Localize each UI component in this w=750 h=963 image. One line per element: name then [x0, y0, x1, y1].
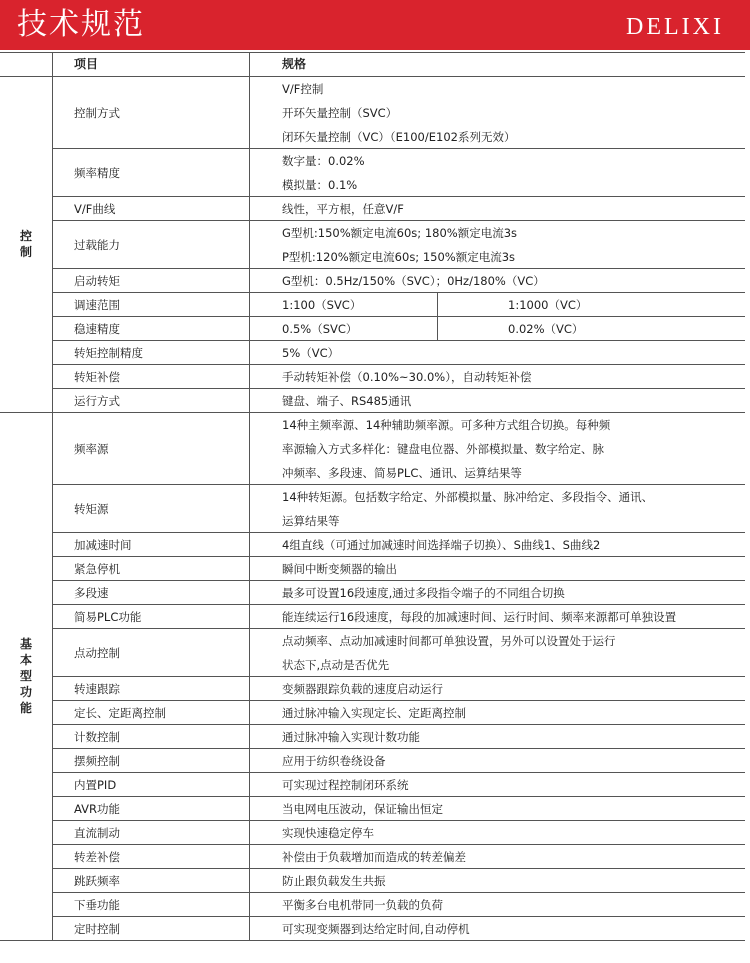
row-spec-line: 率源输入方式多样化：键盘电位器、外部模拟量、数字给定、脉 [282, 442, 604, 456]
row-spec-line: 点动频率、点动加减速时间都可单独设置，另外可以设置处于运行 [282, 634, 616, 648]
row-spec-line: 5%（VC） [282, 346, 340, 360]
row-spec-line: 应用于纺织卷绕设备 [282, 754, 386, 768]
column-header-item: 项目 [74, 57, 99, 71]
row-spec [282, 581, 565, 605]
row-spec-line: 当电网电压波动，保证输出恒定 [282, 802, 443, 816]
row-item-label: 启动转矩 [74, 274, 120, 288]
row-spec-value: 1:1000（VC） [508, 298, 588, 312]
row-spec [282, 701, 466, 725]
row-item-label: 紧急停机 [74, 562, 120, 576]
row-spec [282, 269, 545, 293]
row-spec-line: 最多可设置16段速度,通过多段指令端子的不同组合切换 [282, 586, 565, 600]
row-spec [282, 605, 676, 629]
row-item-label: 下垂功能 [74, 898, 120, 912]
row-spec [282, 797, 443, 821]
row-spec [282, 557, 397, 581]
row-spec-line: 4组直线（可通过加减速时间选择端子切换）、S曲线1、S曲线2 [282, 538, 601, 552]
row-item-label: 调速范围 [74, 298, 120, 312]
row-spec [282, 413, 610, 485]
row-spec [282, 485, 653, 533]
row-item-label: 计数控制 [74, 730, 120, 744]
row-item-label: 频率精度 [74, 166, 120, 180]
spec-table [0, 52, 750, 963]
row-item-label: AVR功能 [74, 802, 120, 816]
row-spec-line: 平衡多台电机带同一负载的负荷 [282, 898, 443, 912]
row-item-label: V/F曲线 [74, 202, 116, 216]
group-label-char: 控 [19, 229, 32, 243]
row-item-label: 多段速 [74, 586, 109, 600]
group-label [6, 636, 46, 716]
row-spec [282, 77, 515, 149]
group-label-char: 基 [19, 637, 32, 651]
row-item-label: 定时控制 [74, 922, 120, 936]
brand-logo: DELIXI [626, 14, 724, 40]
row-spec-line: 实现快速稳定停车 [282, 826, 374, 840]
row-spec-line: 能连续运行16段速度，每段的加减速时间、运行时间、频率来源都可单独设置 [282, 610, 677, 624]
column-header-spec: 规格 [282, 57, 307, 71]
column-divider [437, 316, 438, 340]
row-spec-line: 14种转矩源。包括数字给定、外部模拟量、脉冲给定、多段指令、通讯、 [282, 490, 654, 504]
row-spec-line: 可实现变频器到达给定时间,自动停机 [282, 922, 470, 936]
row-spec [282, 629, 616, 677]
row-spec-line: P型机:120%额定电流60s; 150%额定电流3s [282, 250, 516, 264]
row-item-label: 加减速时间 [74, 538, 132, 552]
row-spec-line: 开环矢量控制（SVC） [282, 106, 398, 120]
row-spec-line: 模拟量：0.1% [282, 178, 358, 192]
group-label-char: 能 [19, 701, 32, 715]
row-spec-line: 状态下,点动是否优先 [282, 658, 390, 672]
row-spec-line: 通过脉冲输入实现定长、定距离控制 [282, 706, 466, 720]
row-spec [282, 917, 470, 941]
row-spec-line: 通过脉冲输入实现计数功能 [282, 730, 420, 744]
row-divider [52, 340, 745, 341]
row-spec-line: 变频器跟踪负载的速度启动运行 [282, 682, 443, 696]
row-item-label: 转矩控制精度 [74, 346, 143, 360]
row-spec-line: 运算结果等 [282, 514, 340, 528]
row-item-label: 转矩补偿 [74, 370, 120, 384]
row-spec [282, 221, 517, 269]
row-spec [282, 725, 420, 749]
group-label [6, 228, 46, 260]
row-divider [0, 52, 745, 53]
row-spec-line: 防止跟负载发生共振 [282, 874, 386, 888]
row-item-label: 跳跃频率 [74, 874, 120, 888]
row-spec-line: G型机：0.5Hz/150%（SVC）；0Hz/180%（VC） [282, 274, 545, 288]
row-spec-line: 可实现过程控制闭环系统 [282, 778, 409, 792]
row-item-label: 内置PID [74, 778, 117, 792]
row-spec [282, 341, 339, 365]
row-spec-line: 数字量：0.02% [282, 154, 365, 168]
row-item-label: 点动控制 [74, 646, 120, 660]
row-spec-line: 闭环矢量控制（VC）（E100/E102系列无效） [282, 130, 516, 144]
row-item-label: 过载能力 [74, 238, 120, 252]
group-label-char: 型 [19, 669, 32, 683]
row-spec-line: 冲频率、多段速、简易PLC、通讯、运算结果等 [282, 466, 522, 480]
row-spec [282, 677, 443, 701]
page-title: 技术规范 [17, 7, 145, 42]
row-spec [282, 197, 404, 221]
row-item-label: 频率源 [74, 442, 109, 456]
row-spec-value: 0.5%（SVC） [282, 322, 358, 336]
row-spec [282, 821, 374, 845]
row-spec-value: 0.02%（VC） [508, 322, 584, 336]
row-item-label: 直流制动 [74, 826, 120, 840]
row-spec-line: 瞬间中断变频器的输出 [282, 562, 397, 576]
row-item-label: 稳速精度 [74, 322, 120, 336]
row-spec [282, 533, 600, 557]
group-label-char: 本 [19, 653, 32, 667]
row-item-label: 转差补偿 [74, 850, 120, 864]
group-label-char: 制 [19, 245, 32, 259]
column-divider [437, 292, 438, 316]
row-item-label: 简易PLC功能 [74, 610, 142, 624]
row-spec-value: 1:100（SVC） [282, 298, 362, 312]
row-spec-line: 14种主频率源、14种辅助频率源。可多种方式组合切换。每种频 [282, 418, 611, 432]
row-item-label: 控制方式 [74, 106, 120, 120]
row-spec [282, 149, 365, 197]
row-spec-line: 手动转矩补偿（0.10%~30.0%），自动转矩补偿 [282, 370, 532, 384]
column-divider [249, 52, 250, 941]
column-divider [52, 52, 53, 941]
row-item-label: 运行方式 [74, 394, 120, 408]
group-label-char: 功 [19, 685, 32, 699]
row-spec-line: 线性，平方根，任意V/F [282, 202, 404, 216]
row-spec-line: V/F控制 [282, 82, 324, 96]
row-item-label: 转矩源 [74, 502, 109, 516]
row-divider [52, 316, 745, 317]
row-spec [282, 389, 411, 413]
row-spec [282, 893, 443, 917]
row-item-label: 摆频控制 [74, 754, 120, 768]
row-spec [282, 773, 409, 797]
row-spec [282, 845, 466, 869]
page-header [0, 0, 750, 50]
row-spec-line: G型机:150%额定电流60s; 180%额定电流3s [282, 226, 518, 240]
row-spec [282, 365, 531, 389]
row-spec [282, 869, 386, 893]
row-spec [282, 749, 386, 773]
row-spec-line: 键盘、端子、RS485通讯 [282, 394, 412, 408]
row-item-label: 定长、定距离控制 [74, 706, 166, 720]
row-item-label: 转速跟踪 [74, 682, 120, 696]
row-spec-line: 补偿由于负载增加而造成的转差偏差 [282, 850, 466, 864]
